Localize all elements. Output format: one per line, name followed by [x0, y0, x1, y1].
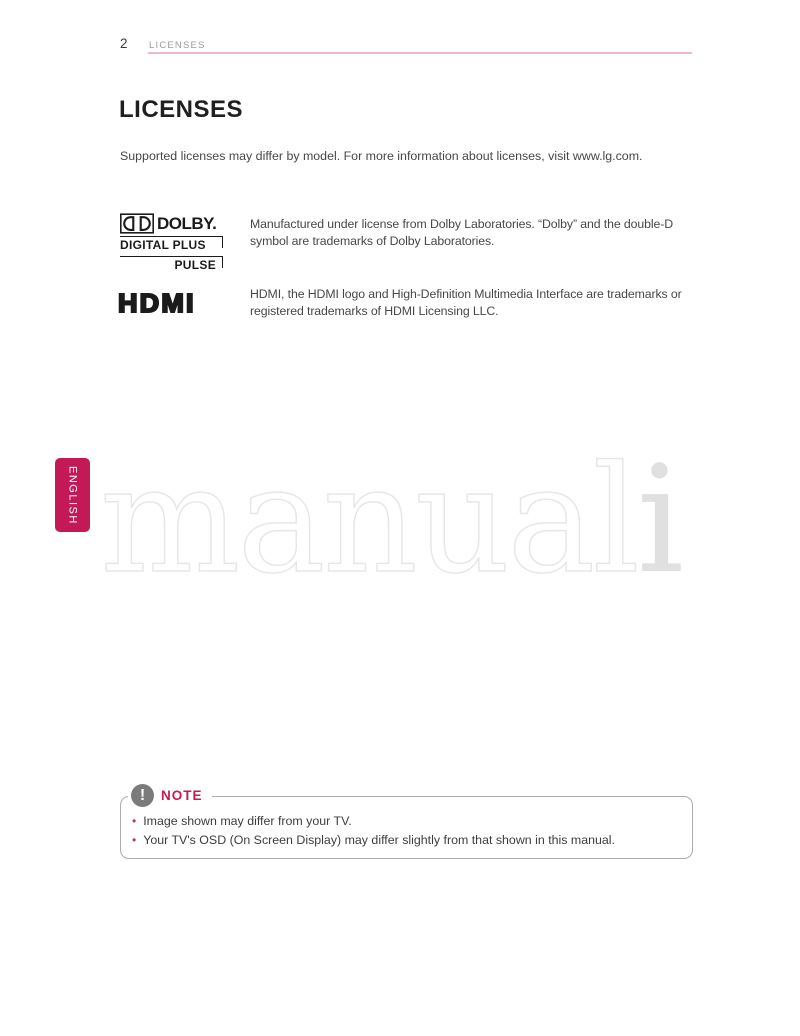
dolby-license-text: Manufactured under license from Dolby Laboratories. “Dolby” and the double-D symbol are trademarks of Dolby Laboratories.: [250, 217, 674, 248]
exclamation-icon: !: [131, 784, 154, 807]
header-rule: [148, 52, 692, 54]
dolby-pulse-label: PULSE: [120, 256, 223, 274]
hdmi-license-text: HDMI, the HDMI logo and High-Definition Multimedia Interface are trademarks or registered trademarks of HDMI Licensing LLC.: [250, 287, 682, 318]
watermark-outline-text: manual: [100, 434, 637, 606]
page-number: 2: [120, 36, 128, 51]
dolby-double-d-icon: [120, 213, 154, 234]
note-label: [128, 784, 212, 807]
intro-paragraph: Supported licenses may differ by model. For more information about licenses, visit www.lg.com.: [120, 149, 643, 163]
dolby-digital-plus-pulse-logo: [120, 213, 223, 274]
watermark-filled-text: i: [636, 434, 682, 606]
note-item-text: Image shown may differ from your TV.: [143, 814, 352, 828]
running-header-section: LICENSES: [149, 40, 206, 51]
bullet-icon: •: [132, 814, 137, 828]
language-side-tab: [55, 458, 90, 532]
note-list-item: [132, 812, 678, 831]
note-list-item: [132, 831, 678, 850]
dolby-digital-plus-label: DIGITAL PLUS: [120, 236, 223, 254]
note-title: NOTE: [161, 788, 203, 803]
note-box: [120, 786, 693, 859]
hdmi-logo: HDMI: [118, 289, 196, 319]
dolby-wordmark-row: [120, 213, 223, 234]
note-item-text: Your TV's OSD (On Screen Display) may differ slightly from that shown in this manual.: [143, 832, 615, 847]
language-side-tab-label: ENGLISH: [66, 465, 79, 525]
bullet-icon: •: [132, 832, 137, 847]
manualslib-watermark: [100, 434, 682, 606]
page-title: LICENSES: [119, 96, 244, 123]
dolby-wordmark: DOLBY.: [157, 213, 217, 233]
